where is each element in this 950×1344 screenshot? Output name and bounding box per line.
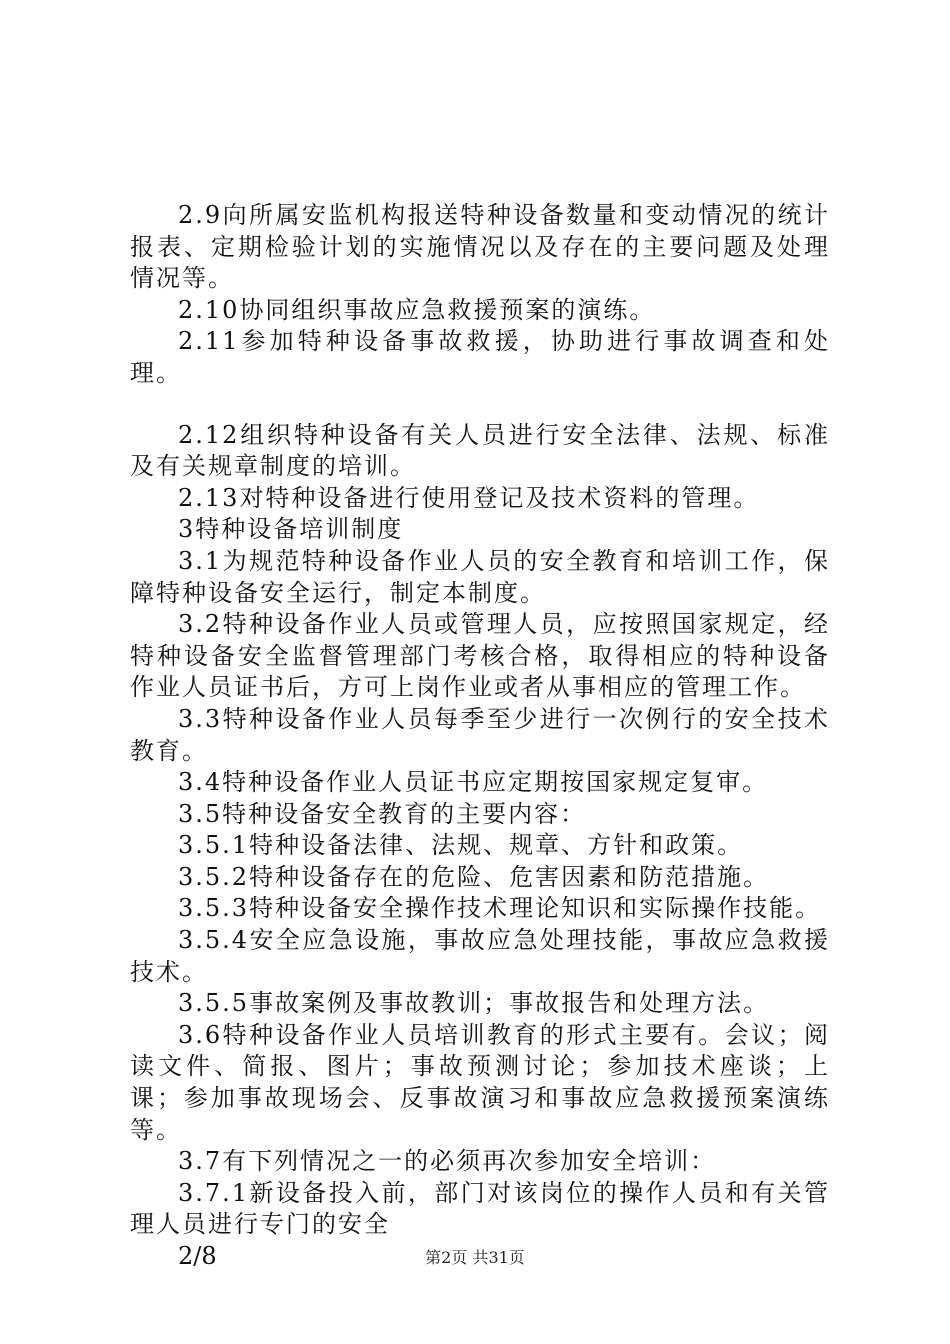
paragraph-3-1: 3.1为规范特种设备作业人员的安全教育和培训工作，保障特种设备安全运行，制定本制度。: [130, 546, 830, 607]
paragraph-2-11: 2.11参加特种设备事故救援，协助进行事故调查和处理。: [130, 327, 830, 387]
paragraph-3-3: 3.3特种设备作业人员每季至少进行一次例行的安全技术教育。: [130, 704, 830, 765]
paragraph-3-5-3: 3.5.3特种设备安全操作技术理论知识和实际操作技能。: [178, 894, 822, 923]
paragraph-3-7: 3.7有下列情况之一的必须再次参加安全培训：: [178, 1147, 717, 1176]
paragraph-3-5-5: 3.5.5事故案例及事故教训；事故报告和处理方法。: [178, 989, 770, 1018]
page-footer: 第2页 共31页: [425, 1248, 525, 1267]
paragraph-3-6: 3.6特种设备作业人员培训教育的形式主要有。会议；阅读文件、简报、图片；事故预测讨论；参加技术座谈；上课；参加事故现场会、反事故演习和事故应急救援预案演练等。: [130, 1020, 830, 1144]
paragraph-2-13: 2.13对特种设备进行使用登记及技术资料的管理。: [178, 483, 760, 512]
paragraph-3-4: 3.4特种设备作业人员证书应定期按国家规定复审。: [178, 768, 769, 797]
paragraph-2-10: 2.10协同组织事故应急救援预案的演练。: [178, 295, 656, 324]
paragraph-3-2: 3.2特种设备作业人员或管理人员，应按照国家规定，经特种设备安全监督管理部门考核合格，取得相应的特种设备作业人员证书后，方可上岗作业或者从事相应的管理工作。: [130, 610, 830, 702]
paragraph-3-5: 3.5特种设备安全教育的主要内容：: [178, 799, 587, 828]
section-heading-3: 3特种设备培训制度: [178, 515, 404, 544]
document-body: [130, 200, 830, 1273]
paragraph-2-12: 2.12组织特种设备有关人员进行安全法律、法规、标准及有关规章制度的培训。: [130, 420, 830, 481]
paragraph-3-5-1: 3.5.1特种设备法律、法规、规章、方针和政策。: [178, 831, 744, 860]
paragraph-gap: [130, 390, 830, 420]
inline-page-marker: 2/8: [178, 1242, 217, 1270]
paragraph-3-7-1: 3.7.1新设备投入前，部门对该岗位的操作人员和有关管理人员进行专门的安全: [130, 1178, 830, 1239]
paragraph-2-9: 2.9向所属安监机构报送特种设备数量和变动情况的统计报表、定期检验计划的实施情况以及存在的主要问题及处理情况等。: [130, 201, 830, 293]
paragraph-3-5-2: 3.5.2特种设备存在的危险、危害因素和防范措施。: [178, 862, 770, 891]
paragraph-3-5-4: 3.5.4安全应急设施，事故应急处理技能，事故应急救援技术。: [130, 926, 830, 986]
